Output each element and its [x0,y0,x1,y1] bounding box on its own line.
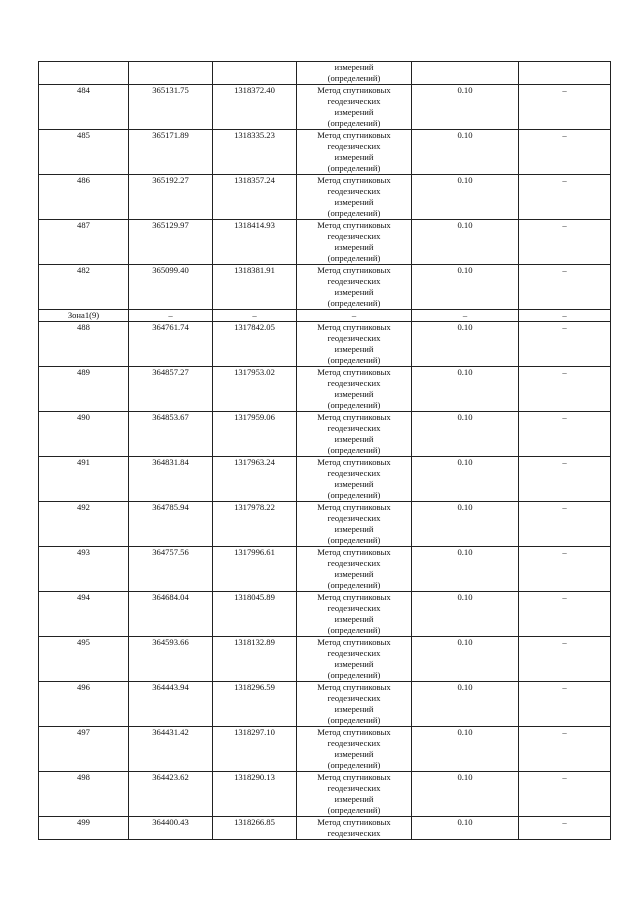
y-coordinate-cell: 1318266.85 [213,817,297,840]
x-coordinate-cell: 365192.27 [129,175,213,220]
note-cell: – [519,637,611,682]
accuracy-cell: 0.10 [412,367,519,412]
table-row [39,367,611,412]
y-coordinate-cell: 1318414.93 [213,220,297,265]
method-text-line: (определений) [327,355,381,365]
method-text-line: измерений [334,524,374,534]
y-coordinate-cell: 1318290.13 [213,772,297,817]
method-text-line: (определений) [327,625,381,635]
method-text-line: (определений) [327,670,381,680]
method-text-line: измерений [334,62,374,72]
y-coordinate-cell: 1318045.89 [213,592,297,637]
method-cell [297,265,412,310]
table-row [39,502,611,547]
point-number-cell: 497 [39,727,129,772]
point-number-cell: 499 [39,817,129,840]
point-number-cell: 488 [39,322,129,367]
method-text-line: Метод спутниковых [317,130,391,140]
method-text-line: измерений [334,704,374,714]
method-text-line: геодезических [327,141,381,151]
method-text-line: геодезических [327,558,381,568]
y-coordinate-cell: 1317842.05 [213,322,297,367]
x-coordinate-cell: 364853.67 [129,412,213,457]
method-text-line: Метод спутниковых [317,412,391,422]
x-coordinate-cell: 364400.43 [129,817,213,840]
method-cell [297,817,412,840]
zone-dash-cell: – [129,310,213,322]
method-text-line: Метод спутниковых [317,367,391,377]
method-text-line: измерений [334,287,374,297]
note-cell: – [519,502,611,547]
x-coordinate-cell: 364757.56 [129,547,213,592]
x-coordinate-cell: 365099.40 [129,265,213,310]
accuracy-cell: 0.10 [412,502,519,547]
accuracy-cell: 0.10 [412,637,519,682]
accuracy-cell: 0.10 [412,817,519,840]
point-number-cell: 490 [39,412,129,457]
point-number-cell: 489 [39,367,129,412]
coordinates-table-body [39,62,611,840]
method-text-line: Метод спутниковых [317,322,391,332]
note-cell: – [519,547,611,592]
note-cell: – [519,175,611,220]
method-text-line: геодезических [327,738,381,748]
x-coordinate-cell: 365131.75 [129,85,213,130]
zone-dash-cell: – [519,310,611,322]
method-text-line: (определений) [327,490,381,500]
note-cell: – [519,727,611,772]
method-cell [297,457,412,502]
note-cell: – [519,592,611,637]
x-coordinate-cell: 365129.97 [129,220,213,265]
method-text-line: Метод спутниковых [317,682,391,692]
method-text-line: измерений [334,794,374,804]
method-text-line: Метод спутниковых [317,220,391,230]
table-row [39,772,611,817]
point-number-cell: 485 [39,130,129,175]
method-text-line: измерений [334,569,374,579]
zone-dash-cell: – [297,310,412,322]
point-number-cell: 495 [39,637,129,682]
accuracy-cell: 0.10 [412,85,519,130]
method-cell [297,412,412,457]
y-coordinate-cell: 1318381.91 [213,265,297,310]
method-text-line: геодезических [327,648,381,658]
method-text-line: геодезических [327,783,381,793]
point-number-cell: 498 [39,772,129,817]
point-number-cell: 484 [39,85,129,130]
x-coordinate-cell: 364431.42 [129,727,213,772]
method-text-line: Метод спутниковых [317,457,391,467]
method-text-line: измерений [334,344,374,354]
accuracy-cell: 0.10 [412,457,519,502]
table-row [39,85,611,130]
zone-label-cell: Зона1(9) [39,310,129,322]
point-number-cell: 487 [39,220,129,265]
method-text-line: Метод спутниковых [317,175,391,185]
method-text-line: геодезических [327,468,381,478]
point-number-cell: 491 [39,457,129,502]
y-coordinate-cell: 1317959.06 [213,412,297,457]
method-text-line: (определений) [327,400,381,410]
table-row [39,412,611,457]
y-coordinate-cell: 1317963.24 [213,457,297,502]
note-cell: – [519,367,611,412]
method-cell [297,367,412,412]
y-coordinate-cell: 1317996.61 [213,547,297,592]
x-coordinate-cell: 364831.84 [129,457,213,502]
table-row [39,175,611,220]
accuracy-cell: 0.10 [412,130,519,175]
note-cell: – [519,220,611,265]
method-text-line: геодезических [327,423,381,433]
y-coordinate-cell: 1318296.59 [213,682,297,727]
point-number-cell: 486 [39,175,129,220]
y-coordinate-cell: 1318335.23 [213,130,297,175]
method-text-line: (определений) [327,535,381,545]
table-row [39,637,611,682]
method-text-line: измерений [334,152,374,162]
y-coordinate-cell: 1317978.22 [213,502,297,547]
method-text-line: Метод спутниковых [317,265,391,275]
method-cell [297,62,412,85]
method-text-line: измерений [334,479,374,489]
method-cell [297,322,412,367]
method-text-line: геодезических [327,693,381,703]
method-text-line: геодезических [327,378,381,388]
method-text-line: Метод спутниковых [317,85,391,95]
note-cell: – [519,85,611,130]
method-cell [297,637,412,682]
accuracy-cell: 0.10 [412,220,519,265]
method-text-line: измерений [334,659,374,669]
method-text-line: геодезических [327,603,381,613]
x-coordinate-cell: 365171.89 [129,130,213,175]
y-coordinate-cell: 1318132.89 [213,637,297,682]
method-text-line: Метод спутниковых [317,547,391,557]
table-row [39,817,611,840]
method-text-line: геодезических [327,513,381,523]
accuracy-cell: 0.10 [412,727,519,772]
x-coordinate-cell: 364761.74 [129,322,213,367]
method-text-line: геодезических [327,828,381,838]
method-text-line: (определений) [327,805,381,815]
zone-dash-cell: – [213,310,297,322]
table-row [39,457,611,502]
x-coordinate-cell: 364684.04 [129,592,213,637]
table-row [39,265,611,310]
point-number-cell: 482 [39,265,129,310]
method-text-line: измерений [334,614,374,624]
accuracy-cell: 0.10 [412,547,519,592]
method-cell [297,682,412,727]
method-text-line: Метод спутниковых [317,502,391,512]
accuracy-cell: 0.10 [412,592,519,637]
x-coordinate-cell [129,62,213,85]
note-cell: – [519,682,611,727]
method-text-line: измерений [334,242,374,252]
x-coordinate-cell: 364593.66 [129,637,213,682]
accuracy-cell: 0.10 [412,175,519,220]
method-text-line: Метод спутниковых [317,817,391,827]
method-text-line: геодезических [327,96,381,106]
point-number-cell: 494 [39,592,129,637]
note-cell [519,62,611,85]
method-text-line: Метод спутниковых [317,727,391,737]
zone-row [39,310,611,322]
coordinates-table [38,61,611,840]
accuracy-cell: 0.10 [412,265,519,310]
note-cell: – [519,322,611,367]
method-cell [297,547,412,592]
method-text-line: Метод спутниковых [317,592,391,602]
x-coordinate-cell: 364785.94 [129,502,213,547]
table-row [39,130,611,175]
method-text-line: измерений [334,197,374,207]
method-cell [297,772,412,817]
method-text-line: Метод спутниковых [317,637,391,647]
table-row [39,322,611,367]
point-number-cell: 492 [39,502,129,547]
note-cell: – [519,265,611,310]
method-text-line: (определений) [327,715,381,725]
method-text-line: Метод спутниковых [317,772,391,782]
note-cell: – [519,772,611,817]
method-text-line: (определений) [327,253,381,263]
method-text-line: измерений [334,749,374,759]
method-cell [297,220,412,265]
document-page [38,61,610,840]
method-cell [297,130,412,175]
table-row [39,727,611,772]
method-text-line: (определений) [327,760,381,770]
note-cell: – [519,412,611,457]
method-text-line: (определений) [327,208,381,218]
method-text-line: (определений) [327,163,381,173]
method-text-line: измерений [334,389,374,399]
method-text-line: геодезических [327,186,381,196]
table-row [39,682,611,727]
accuracy-cell: 0.10 [412,322,519,367]
method-text-line: (определений) [327,298,381,308]
table-row [39,62,611,85]
method-cell [297,85,412,130]
method-text-line: измерений [334,107,374,117]
x-coordinate-cell: 364423.62 [129,772,213,817]
y-coordinate-cell: 1318372.40 [213,85,297,130]
accuracy-cell: 0.10 [412,682,519,727]
method-text-line: геодезических [327,231,381,241]
method-text-line: (определений) [327,73,381,83]
table-row [39,592,611,637]
method-text-line: (определений) [327,580,381,590]
x-coordinate-cell: 364443.94 [129,682,213,727]
method-cell [297,727,412,772]
method-text-line: геодезических [327,276,381,286]
note-cell: – [519,817,611,840]
point-number-cell: 496 [39,682,129,727]
method-cell [297,175,412,220]
note-cell: – [519,130,611,175]
table-row [39,547,611,592]
method-text-line: (определений) [327,118,381,128]
accuracy-cell: 0.10 [412,412,519,457]
method-text-line: измерений [334,434,374,444]
method-cell [297,592,412,637]
method-cell [297,502,412,547]
point-number-cell [39,62,129,85]
accuracy-cell: 0.10 [412,772,519,817]
note-cell: – [519,457,611,502]
zone-dash-cell: – [412,310,519,322]
y-coordinate-cell [213,62,297,85]
method-text-line: (определений) [327,445,381,455]
y-coordinate-cell: 1317953.02 [213,367,297,412]
method-text-line: геодезических [327,333,381,343]
x-coordinate-cell: 364857.27 [129,367,213,412]
table-row [39,220,611,265]
y-coordinate-cell: 1318357.24 [213,175,297,220]
y-coordinate-cell: 1318297.10 [213,727,297,772]
point-number-cell: 493 [39,547,129,592]
accuracy-cell [412,62,519,85]
